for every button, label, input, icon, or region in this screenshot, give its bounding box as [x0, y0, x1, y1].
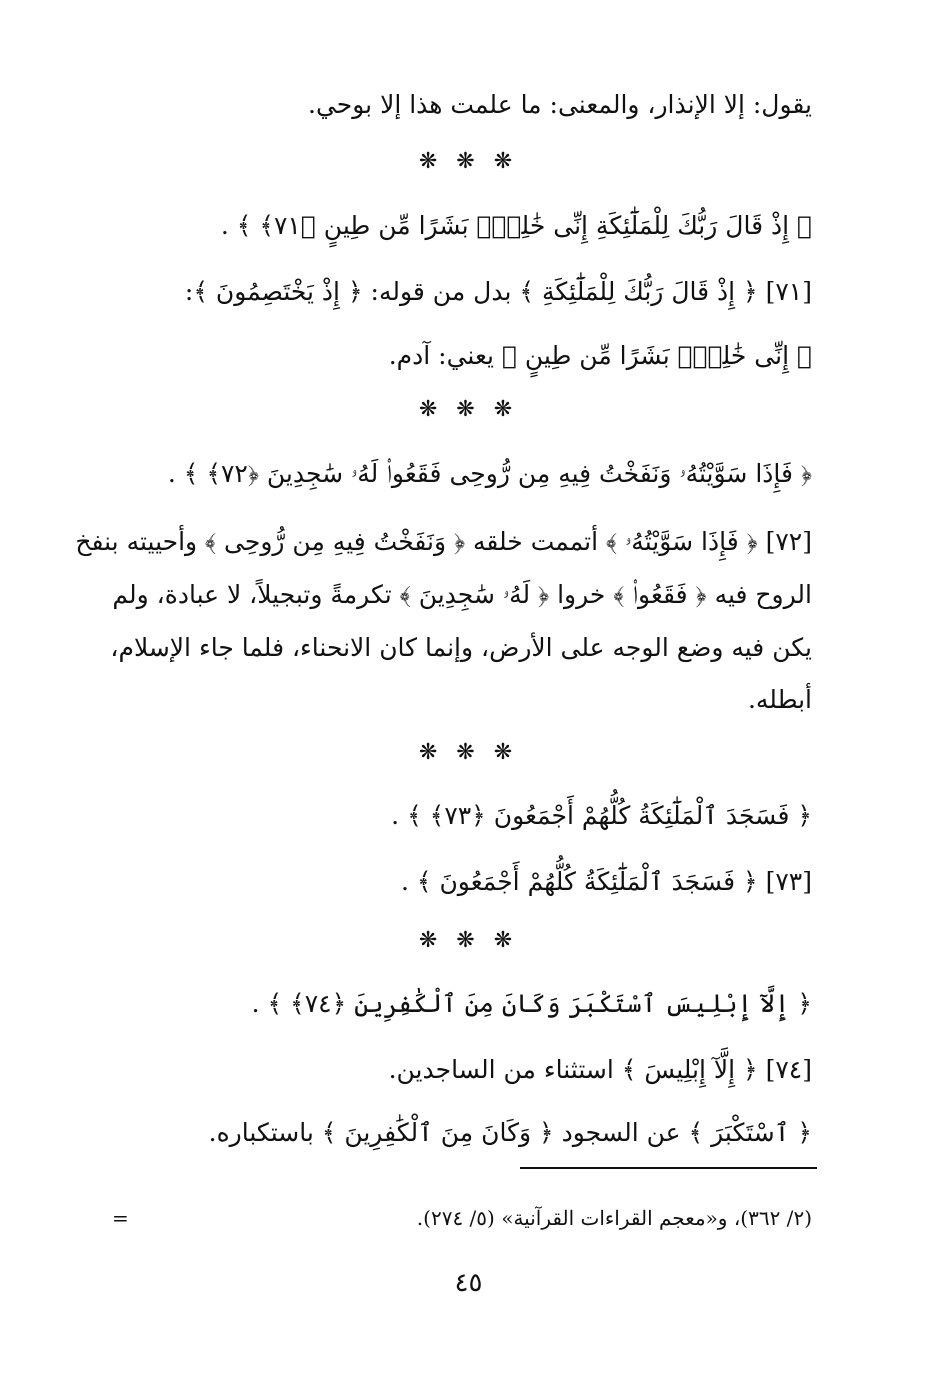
footnote-continuation-mark: =: [112, 1206, 129, 1230]
verse-73: ﴿ فَسَجَدَ ٱلْمَلَٰٓئِكَةُ كُلُّهُمْ أَجْمَعُونَ ﴿٧٣﴾ ﴾ .: [391, 801, 812, 830]
commentary-72-line-4: أبطله.: [747, 685, 812, 714]
commentary-74-line-2: ﴿ ٱسْتَكْبَرَ ﴾ عن السجود ﴿ وَكَانَ مِنَ ٱلْكَٰفِرِينَ ﴾ باستكباره.: [208, 1118, 812, 1147]
verse-71: ﴿ إِذْ قَالَ رَبُّكَ لِلْمَلَٰٓئِكَةِ إِنِّى خَٰلِقٌۢ بَشَرًا مِّن طِينٍ ﴿٧١﴾ ﴾ .: [220, 211, 812, 240]
footnote-text: (٢/ ٣٦٢)، و«معجم القراءات القرآنية» (٥/ ٢٧٤).: [416, 1206, 812, 1230]
text-line-1: يقول: إلا الإنذار، والمعنى: ما علمت هذا إلا بوحي.: [308, 90, 812, 119]
verse-74: ﴿ إِلَّآ إِبْلِيسَ ٱسْتَكْبَرَ وَكَانَ مِنَ ٱلْكَٰفِرِينَ ﴿٧٤﴾ ﴾ .: [251, 989, 812, 1018]
footnote-rule: [520, 1167, 817, 1169]
section-separator-4: ❋ ❋ ❋: [418, 928, 519, 953]
commentary-72-line-1: [٧٢] ﴿ فَإِذَا سَوَّيْتُهُۥ ﴾ أتممت خلقه ﴿ وَنَفَخْتُ فِيهِ مِن رُّوحِى ﴾ وأحييته بنفخ: [75, 527, 812, 556]
section-separator-1: ❋ ❋ ❋: [418, 149, 519, 174]
page-number: ٤٥: [454, 1268, 483, 1298]
commentary-74-line-1: [٧٤] ﴿ إِلَّآ إِبْلِيسَ ﴾ استثناء من الساجدين.: [388, 1055, 812, 1084]
commentary-71-line-1: [٧١] ﴿ إِذْ قَالَ رَبُّكَ لِلْمَلَٰٓئِكَةِ ﴾ بدل من قوله: ﴿ إِذْ يَخْتَصِمُونَ ﴾:: [184, 277, 812, 306]
commentary-71-line-2: ﴿ إِنِّى خَٰلِقٌۢ بَشَرًا مِّن طِينٍ ﴾ يعني: آدم.: [388, 341, 812, 370]
section-separator-2: ❋ ❋ ❋: [418, 397, 519, 422]
verse-72: ﴿ فَإِذَا سَوَّيْتُهُۥ وَنَفَخْتُ فِيهِ مِن رُّوحِى فَقَعُوا۟ لَهُۥ سَٰجِدِينَ ﴿٧٢﴾ ﴾ .: [167, 459, 812, 488]
section-separator-3: ❋ ❋ ❋: [418, 740, 519, 765]
commentary-73: [٧٣] ﴿ فَسَجَدَ ٱلْمَلَٰٓئِكَةُ كُلُّهُمْ أَجْمَعُونَ ﴾ .: [400, 867, 812, 896]
commentary-72-line-2: الروح فيه ﴿ فَقَعُوا۟ ﴾ خروا ﴿ لَهُۥ سَٰجِدِينَ ﴾ تكرمةً وتبجيلاً، لا عبادة، ولم: [112, 580, 812, 609]
commentary-72-line-3: يكن فيه وضع الوجه على الأرض، وإنما كان الانحناء، فلما جاء الإسلام،: [110, 633, 812, 662]
